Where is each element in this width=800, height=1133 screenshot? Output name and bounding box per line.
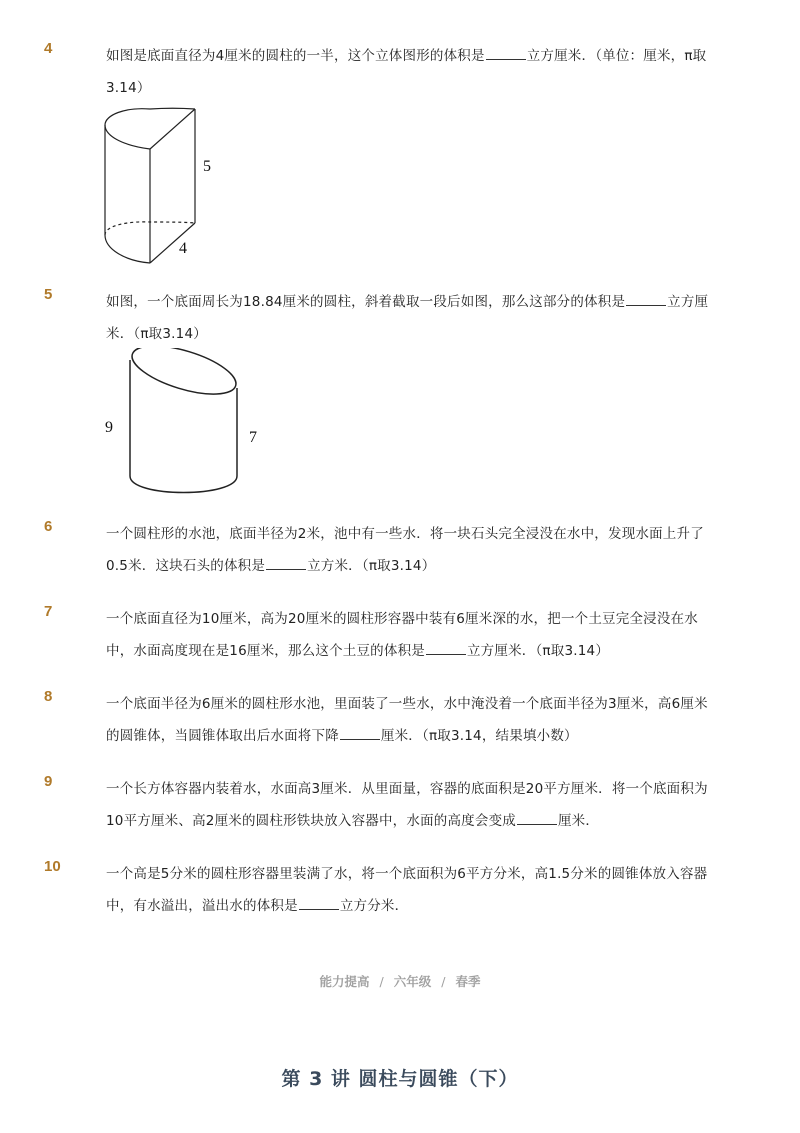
problem-text: 一个圆柱形的水池，底面半径为2米，池中有一些水．将一块石头完全浸没在水中，发现水面上升了0.5米．这块石头的体积是 立方米．（π取3.14）: [106, 526, 704, 574]
page-footer: 能力提高 / 六年级 / 春季: [319, 974, 481, 989]
answer-blank[interactable]: [266, 555, 306, 570]
problem-number: 8: [44, 688, 53, 705]
answer-blank[interactable]: [517, 810, 557, 825]
footer-level: 能力提高: [319, 974, 370, 989]
problem-text: 如图，一个底面周长为18.84厘米的圆柱，斜着截取一段后如图，那么这部分的体积是 立方厘米．（π取3.14）: [106, 286, 716, 350]
problem-text: 一个长方体容器内装着水，水面高3厘米．从里面量，容器的底面积是20平方厘米．将一个底面积为10平方厘米、高2厘米的圆柱形铁块放入容器中，水面的高度会变成 厘米．: [106, 781, 708, 829]
answer-blank[interactable]: [626, 291, 666, 306]
half-cylinder-figure: [95, 105, 225, 270]
answer-blank[interactable]: [340, 725, 380, 740]
problem-number: 5: [44, 286, 53, 303]
answer-blank[interactable]: [486, 45, 526, 60]
problem-text: 一个底面半径为6厘米的圆柱形水池，里面装了一些水，水中淹没着一个底面半径为3厘米，高6厘米的圆锥体，当圆锥体取出后水面将下降 厘米．（π取3.14，结果填小数）: [106, 696, 708, 744]
problem-number: 6: [44, 518, 53, 535]
problem-number: 10: [44, 858, 61, 875]
problem-text: 一个高是5分米的圆柱形容器里装满了水，将一个底面积为6平方分米，高1.5分米的圆锥体放入容器中，有水溢出，溢出水的体积是 立方分米．: [106, 866, 708, 914]
problem-number: 7: [44, 603, 53, 620]
slanted-cylinder-figure: [100, 348, 270, 500]
problem-number: 4: [44, 40, 53, 57]
problem-text: 如图是底面直径为4厘米的圆柱的一半，这个立体图形的体积是 立方厘米．（单位：厘米，π取3.14）: [106, 40, 716, 104]
lecture-title: 第 3 讲 圆柱与圆锥（下）: [281, 1068, 519, 1090]
left-height-label: 9: [105, 419, 113, 436]
footer-grade: 六年级: [393, 974, 432, 989]
problem-text: 一个底面直径为10厘米，高为20厘米的圆柱形容器中装有6厘米深的水，把一个土豆完全浸没在水中，水面高度现在是16厘米，那么这个土豆的体积是 立方厘米．（π取3.14）: [106, 611, 698, 659]
answer-blank[interactable]: [299, 895, 339, 910]
footer-term: 春季: [455, 974, 481, 989]
height-label: 5: [203, 158, 211, 175]
answer-blank[interactable]: [426, 640, 466, 655]
diameter-label: 4: [179, 240, 187, 257]
problem-number: 9: [44, 773, 53, 790]
right-height-label: 7: [249, 429, 257, 446]
